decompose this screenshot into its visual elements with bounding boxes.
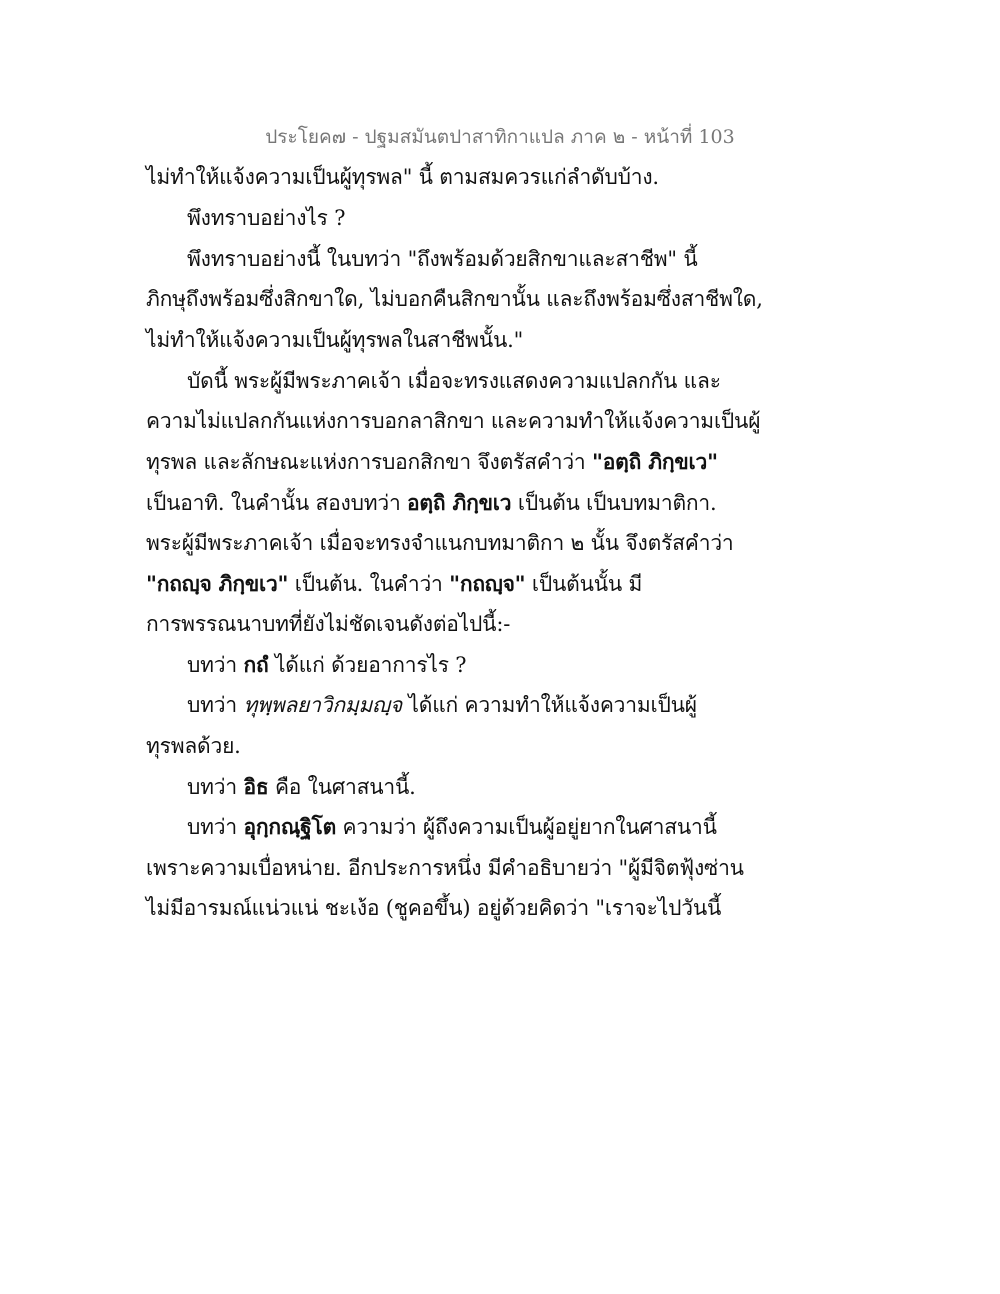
bold-term: อิธ — [243, 774, 269, 799]
text-run: ทุรพล และลักษณะแห่งการบอกสิกขา จึงตรัสคำว่า — [146, 450, 593, 474]
text-line — [187, 203, 345, 233]
text-run: ความว่า ผู้ถึงความเป็นผู้อยู่ยากในศาสนานี้ — [336, 815, 717, 839]
text-run: พระผู้มีพระภาคเจ้า เมื่อจะทรงจำแนกบทมาติกา ๒ นั้น จึงตรัสคำว่า — [146, 531, 734, 555]
page-header — [0, 122, 1000, 152]
text-line — [187, 812, 717, 842]
text-run: พึงทราบอย่างไร ? — [187, 206, 346, 230]
text-run: ได้แก่ ด้วยอาการไร ? — [268, 653, 467, 677]
text-run: เพราะความเบื่อหน่าย. อีกประการหนึ่ง มีคำอธิบายว่า "ผู้มีจิตฟุ้งซ่าน — [146, 856, 744, 880]
text-line — [146, 528, 734, 558]
text-line — [146, 406, 760, 436]
text-line — [146, 569, 642, 599]
bold-term: "อตฺถิ ภิกฺขเว" — [592, 449, 718, 474]
text-line — [187, 690, 697, 720]
page-header-text: ประโยค๗ - ปฐมสมันตปาสาทิกาแปล ภาค ๒ - หน้าที่ 103 — [265, 126, 735, 148]
text-line — [187, 366, 721, 396]
text-run: ไม่ทำให้แจ้งความเป็นผู้ทุรพล" นี้ ตามสมควรแก่ลำดับบ้าง. — [146, 165, 659, 189]
text-run: ทุรพลด้วย. — [146, 734, 241, 758]
text-run: ไม่มีอารมณ์แน่วแน่ ชะเง้อ (ชูคอขึ้น) อยู่ด้วยคิดว่า "เราจะไปวันนี้ — [146, 896, 722, 920]
text-run: การพรรณนาบทที่ยังไม่ชัดเจนดังต่อไปนี้:- — [146, 612, 511, 636]
text-line — [146, 609, 510, 639]
text-run: เป็นต้น เป็นบทมาติกา. — [511, 491, 717, 515]
text-run: เป็นต้น. ในคำว่า — [288, 572, 450, 596]
bold-term: "กถญฺจ" — [449, 571, 526, 596]
text-run: พึงทราบอย่างนี้ ในบทว่า "ถึงพร้อมด้วยสิกขาและสาชีพ" นี้ — [187, 247, 698, 271]
text-line — [187, 244, 697, 274]
text-line — [146, 893, 721, 923]
text-line — [146, 325, 523, 355]
text-run: บัดนี้ พระผู้มีพระภาคเจ้า เมื่อจะทรงแสดงความแปลกกัน และ — [187, 369, 721, 393]
text-run: บทว่า — [187, 653, 244, 677]
bold-term: อุกฺกณฺฐิโต — [243, 814, 337, 839]
bold-term: "กถญฺจ ภิกฺขเว" — [146, 571, 289, 596]
text-run: เป็นอาทิ. ในคำนั้น สองบทว่า — [146, 491, 408, 515]
text-run: เป็นต้นนั้น มี — [525, 572, 643, 596]
text-run: บทว่า — [187, 775, 244, 799]
bold-term: อตฺถิ ภิกฺขเว — [407, 490, 512, 515]
text-run: คือ ในศาสนานี้. — [268, 775, 416, 799]
text-run: ได้แก่ ความทำให้แจ้งความเป็นผู้ — [401, 693, 697, 717]
text-line — [146, 162, 659, 192]
text-line — [187, 772, 416, 802]
text-run: ไม่ทำให้แจ้งความเป็นผู้ทุรพลในสาชีพนั้น." — [146, 328, 524, 352]
text-run: บทว่า — [187, 815, 244, 839]
text-run: ภิกษุถึงพร้อมซึ่งสิกขาใด, ไม่บอกคืนสิกขานั้น และถึงพร้อมซึ่งสาชีพใด, — [146, 287, 763, 311]
text-line — [146, 284, 763, 314]
bold-term: กถํ — [243, 652, 269, 677]
text-line — [146, 853, 744, 883]
text-run: บทว่า — [187, 693, 244, 717]
italic-term: ทุพฺพลยาวิกมฺมญฺจ — [243, 693, 402, 717]
text-line — [146, 488, 716, 518]
text-line — [146, 447, 718, 477]
text-run: ความไม่แปลกกันแห่งการบอกลาสิกขา และความทำให้แจ้งความเป็นผู้ — [146, 409, 761, 433]
text-line — [187, 650, 466, 680]
text-line — [146, 731, 241, 761]
